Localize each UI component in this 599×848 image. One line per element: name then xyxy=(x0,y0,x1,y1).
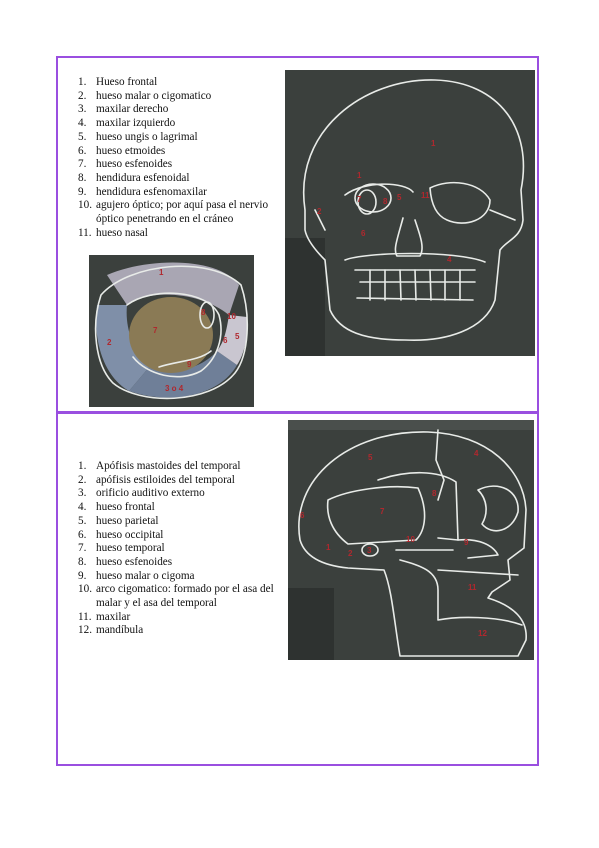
label-temporal: 7 xyxy=(380,507,385,516)
label-orbit-lacrimal: 5 xyxy=(235,332,240,341)
section-divider xyxy=(56,411,539,414)
list-item: 6. hueso etmoides xyxy=(78,144,166,157)
side-skull-chalkboard xyxy=(288,420,534,660)
nasal-cavity xyxy=(395,218,422,256)
label-orbit-sphenomaxillary: 9 xyxy=(187,360,192,369)
teeth-dividers xyxy=(370,270,460,300)
label-orbit-optic: 10 xyxy=(227,312,236,321)
label-orbit-ethmoid: 6 xyxy=(223,336,228,345)
list-item: 12. mandíbula xyxy=(78,624,144,637)
label-mastoid: 1 xyxy=(326,543,331,552)
front-skull-chalkboard xyxy=(285,70,535,356)
label-mandible: 12 xyxy=(478,629,487,638)
label-occipital: 6 xyxy=(300,511,305,520)
suture-lines xyxy=(378,473,458,540)
label-fissure: 8 xyxy=(383,197,388,206)
label-sphenoid: 8 xyxy=(432,489,437,498)
label-frontal: 1 xyxy=(431,139,436,148)
list-item: 7. hueso esfenoides xyxy=(78,158,173,171)
list-item: 11. hueso nasal xyxy=(78,226,148,239)
list-item: 7. hueso temporal xyxy=(78,542,165,555)
list-item: 4. hueso frontal xyxy=(78,501,155,514)
label-nasal: 11 xyxy=(421,191,430,200)
label-lacrimal: 5 xyxy=(397,193,402,202)
label-arch: 10 xyxy=(406,535,415,544)
label-orbit-malar: 2 xyxy=(107,338,112,347)
list-item: 1. Hueso frontal xyxy=(78,76,158,88)
label-orbit-fissure: 8 xyxy=(201,308,206,317)
label-orbit-frontal: 1 xyxy=(159,268,164,277)
list-item: 8. hueso esfenoides xyxy=(78,555,173,568)
list-item: 4. maxilar izquierdo xyxy=(78,117,176,130)
list-item: 5. hueso ungis o lagrimal xyxy=(78,130,198,143)
label-sphenoid: 7 xyxy=(357,195,362,204)
left-orbit xyxy=(430,183,490,223)
side-skull-drawing xyxy=(288,420,534,660)
label-orbit-maxilla: 3 o 4 xyxy=(165,384,184,393)
label-frontal-small: 1 xyxy=(357,171,362,180)
orbit-chalkboard xyxy=(89,255,254,407)
front-skull-drawing xyxy=(285,70,535,356)
upper-jaw-line xyxy=(345,254,485,263)
list-item: 6. hueso occipital xyxy=(78,528,164,541)
coronal-suture xyxy=(436,430,444,500)
list-item: 5. hueso parietal xyxy=(78,514,159,527)
list-item: 2. hueso malar o cigomatico xyxy=(78,89,212,102)
label-parietal: 5 xyxy=(368,453,373,462)
list-item: 11. maxilar xyxy=(78,610,131,623)
list-item: 2. apófisis estiloides del temporal xyxy=(78,473,235,486)
label-maxilla: 11 xyxy=(468,583,477,592)
board-shadow xyxy=(285,238,325,356)
label-ethmoid: 6 xyxy=(361,229,366,238)
orbit-outline xyxy=(478,486,518,531)
label-malar: 2 xyxy=(317,207,322,216)
list-item: 10. arco cigomatico: formado por el asa del malar y el asa del temporal xyxy=(78,583,274,610)
label-auditory: 3 xyxy=(367,546,372,555)
mandible-ramus xyxy=(400,560,522,625)
orbit-drawing xyxy=(89,255,254,407)
label-maxilla: 4 xyxy=(447,255,452,264)
legend-list-facial-bones xyxy=(78,76,288,240)
legend-list-cranial-bones xyxy=(78,460,293,638)
label-styloid: 2 xyxy=(348,549,353,558)
label-orbit-sphenoid: 7 xyxy=(153,326,158,335)
board-shadow xyxy=(288,588,334,660)
list-item: 8. hendidura esfenoidal xyxy=(78,171,190,184)
list-item: 3. orificio auditivo externo xyxy=(78,487,205,500)
label-frontal: 4 xyxy=(474,449,479,458)
label-malar: 9 xyxy=(464,538,469,547)
maxilla-line xyxy=(438,570,518,575)
list-item: 9. hendidura esfenomaxilar xyxy=(78,185,207,198)
list-item: 1. Apófisis mastoides del temporal xyxy=(78,460,241,472)
list-item: 9. hueso malar o cigoma xyxy=(78,569,195,582)
list-item: 10. agujero óptico; por aquí pasa el nervio óptico penetrando en el cráneo xyxy=(78,199,269,226)
board-top-strip xyxy=(288,420,534,430)
list-item: 3. maxilar derecho xyxy=(78,103,169,116)
